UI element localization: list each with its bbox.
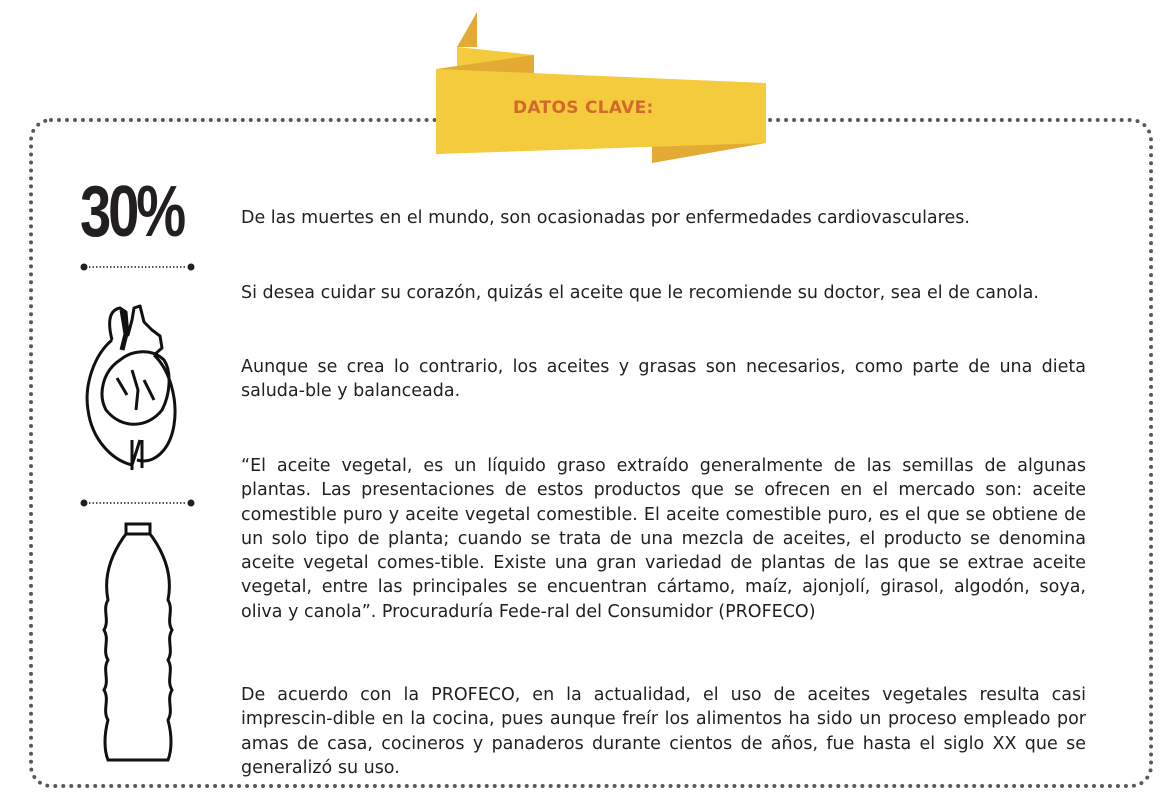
paragraph-text: “El aceite vegetal, es un líquido graso extraído generalmente de las semillas de algunas plantas. Las presentaciones de estos productos que se ofrecen en el mercado son: aceite comestible puro y aceite vegetal comestible. El aceite comestible puro, es el que se obtiene de un solo tipo de planta; cuando se trata de una mezcla de aceites, el producto se denomina aceite vegetal comes-tible. Existe una gran variedad de plantas de las que se extrae aceite vegetal, entre las principales se encuentran cártamo, maíz, ajonjolí, girasol, algodón, soya, oliva y canola”. Procuraduría Fede-ral del Consumidor (PROFECO) — [241, 456, 1086, 622]
datos-clave-label: DATOS CLAVE: — [513, 98, 654, 118]
paragraph-4-quote — [241, 454, 1086, 624]
paragraph-text: Aunque se crea lo contrario, los aceites y grasas son necesarios, como parte de una dieta saluda-ble y balanceada. — [241, 357, 1086, 402]
separator-1 — [80, 263, 195, 271]
ribbon-banner — [436, 10, 776, 165]
heart-icon — [82, 300, 192, 472]
stat-percentage: 30% — [80, 172, 184, 252]
bottle-icon — [98, 520, 178, 765]
separator-2 — [80, 499, 195, 507]
paragraph-3 — [241, 355, 1086, 404]
paragraph-text: De las muertes en el mundo, son ocasionadas por enfermedades cardiovasculares. — [241, 208, 970, 228]
paragraph-1 — [241, 206, 1086, 230]
paragraph-5 — [241, 683, 1086, 780]
paragraph-text: De acuerdo con la PROFECO, en la actualidad, el uso de aceites vegetales resulta casi imprescin-dible en la cocina, pues aunque freír los alimentos ha sido un proceso empleado por amas de casa, cocineros y panaderos durante cientos de años, fue hasta el siglo XX que se generalizó su uso. — [241, 685, 1086, 778]
paragraph-2 — [241, 281, 1086, 305]
paragraph-text: Si desea cuidar su corazón, quizás el aceite que le recomiende su doctor, sea el de canola. — [241, 283, 1039, 303]
